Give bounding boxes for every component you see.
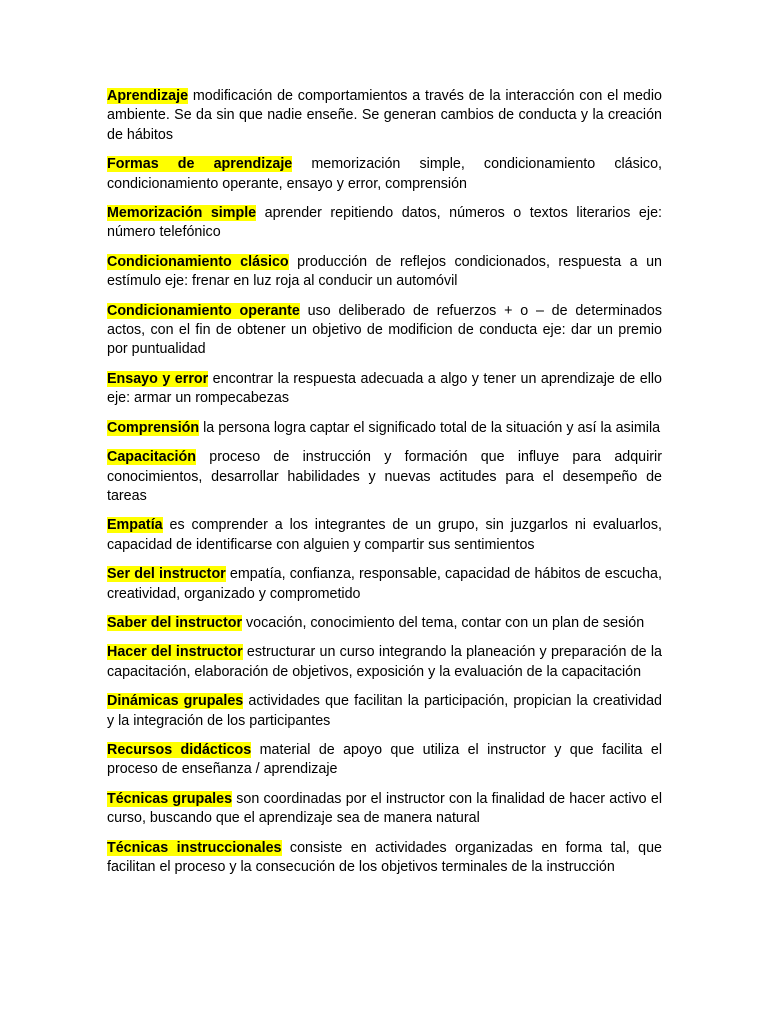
document-page xyxy=(107,87,662,887)
entry-saber-del-instructor xyxy=(107,614,662,633)
entry-formas-de-aprendizaje xyxy=(107,155,662,194)
term-definition: aprender repitiendo datos, números o textos literarios eje: número telefónico xyxy=(107,205,662,241)
term-highlight: Memorización simple xyxy=(107,205,257,222)
term-highlight: Saber del instructor xyxy=(107,614,243,631)
term-highlight: Técnicas grupales xyxy=(107,790,233,807)
entry-dinamicas-grupales xyxy=(107,692,662,731)
term-highlight: Dinámicas grupales xyxy=(107,693,244,710)
term-definition: son coordinadas por el instructor con la finalidad de hacer activo el curso, buscando que el aprendizaje sea de manera natural xyxy=(107,790,662,827)
entry-empatia xyxy=(107,516,662,555)
entry-tecnicas-grupales xyxy=(107,790,662,829)
term-definition: producción de reflejos condicionados, respuesta a un estímulo eje: frenar en luz roja al conducir un automóvil xyxy=(107,253,662,290)
term-highlight: Recursos didácticos xyxy=(107,741,252,758)
entry-condicionamiento-operante xyxy=(107,302,662,360)
term-highlight: Ensayo y error xyxy=(107,370,209,387)
term-definition: empatía, confianza, responsable, capacidad de hábitos de escucha, creatividad, organizado y comprometido xyxy=(107,566,662,602)
term-definition: actividades que facilitan la participación, propician la creatividad y la integración de los participantes xyxy=(107,693,662,729)
term-definition: la persona logra captar el significado total de la situación y así la asimila xyxy=(199,419,661,436)
term-highlight: Condicionamiento operante xyxy=(107,302,300,319)
term-highlight: Empatía xyxy=(107,517,163,534)
term-definition: memorización simple, condicionamiento clásico, condicionamiento operante, ensayo y error, comprensión xyxy=(107,156,663,192)
entry-ser-del-instructor xyxy=(107,565,662,604)
term-definition: estructurar un curso integrando la planeación y preparación de la capacitación, elaboración de objetivos, exposición y la evaluación de la capacitación xyxy=(107,644,662,680)
term-definition: vocación, conocimiento del tema, contar con un plan de sesión xyxy=(242,614,645,631)
term-definition: proceso de instrucción y formación que influye para adquirir conocimientos, desarrollar habilidades y nuevas actitudes para el desempeño de tareas xyxy=(107,449,662,504)
entry-recursos-didacticos xyxy=(107,741,662,780)
entry-comprension xyxy=(107,419,662,438)
term-highlight: Aprendizaje xyxy=(107,88,189,104)
term-highlight: Comprensión xyxy=(107,419,200,436)
term-highlight: Técnicas instruccionales xyxy=(107,839,282,856)
term-definition: encontrar la respuesta adecuada a algo y tener un aprendizaje de ello eje: armar un rompecabezas xyxy=(107,370,662,407)
term-definition: material de apoyo que utiliza el instructor y que facilita el proceso de enseñanza / aprendizaje xyxy=(107,741,662,778)
entry-memorizacion-simple xyxy=(107,204,662,243)
term-definition: uso deliberado de refuerzos + o – de determinados actos, con el fin de obtener un objetivo de modificion de conducta eje: dar un premio por puntualidad xyxy=(107,302,662,358)
entry-aprendizaje xyxy=(107,87,662,145)
term-definition: es comprender a los integrantes de un grupo, sin juzgarlos ni evaluarlos, capacidad de identificarse con alguien y compartir sus sentimientos xyxy=(107,517,662,553)
term-highlight: Formas de aprendizaje xyxy=(107,156,293,173)
term-highlight: Hacer del instructor xyxy=(107,644,243,661)
entry-hacer-del-instructor xyxy=(107,643,662,682)
entry-ensayo-y-error xyxy=(107,370,662,409)
term-highlight: Capacitación xyxy=(107,449,196,466)
entry-tecnicas-instruccionales xyxy=(107,839,662,878)
entry-condicionamiento-clasico xyxy=(107,253,662,292)
term-highlight: Ser del instructor xyxy=(107,566,226,583)
entry-capacitacion xyxy=(107,448,662,506)
term-definition: consiste en actividades organizadas en forma tal, que facilitan el proceso y la consecución de los objetivos terminales de la instrucción xyxy=(107,839,662,875)
term-definition: modificación de comportamientos a través de la interacción con el medio ambiente. Se da sin que nadie enseñe. Se generan cambios de conducta y la creación de hábitos xyxy=(107,88,662,143)
term-highlight: Condicionamiento clásico xyxy=(107,253,289,270)
